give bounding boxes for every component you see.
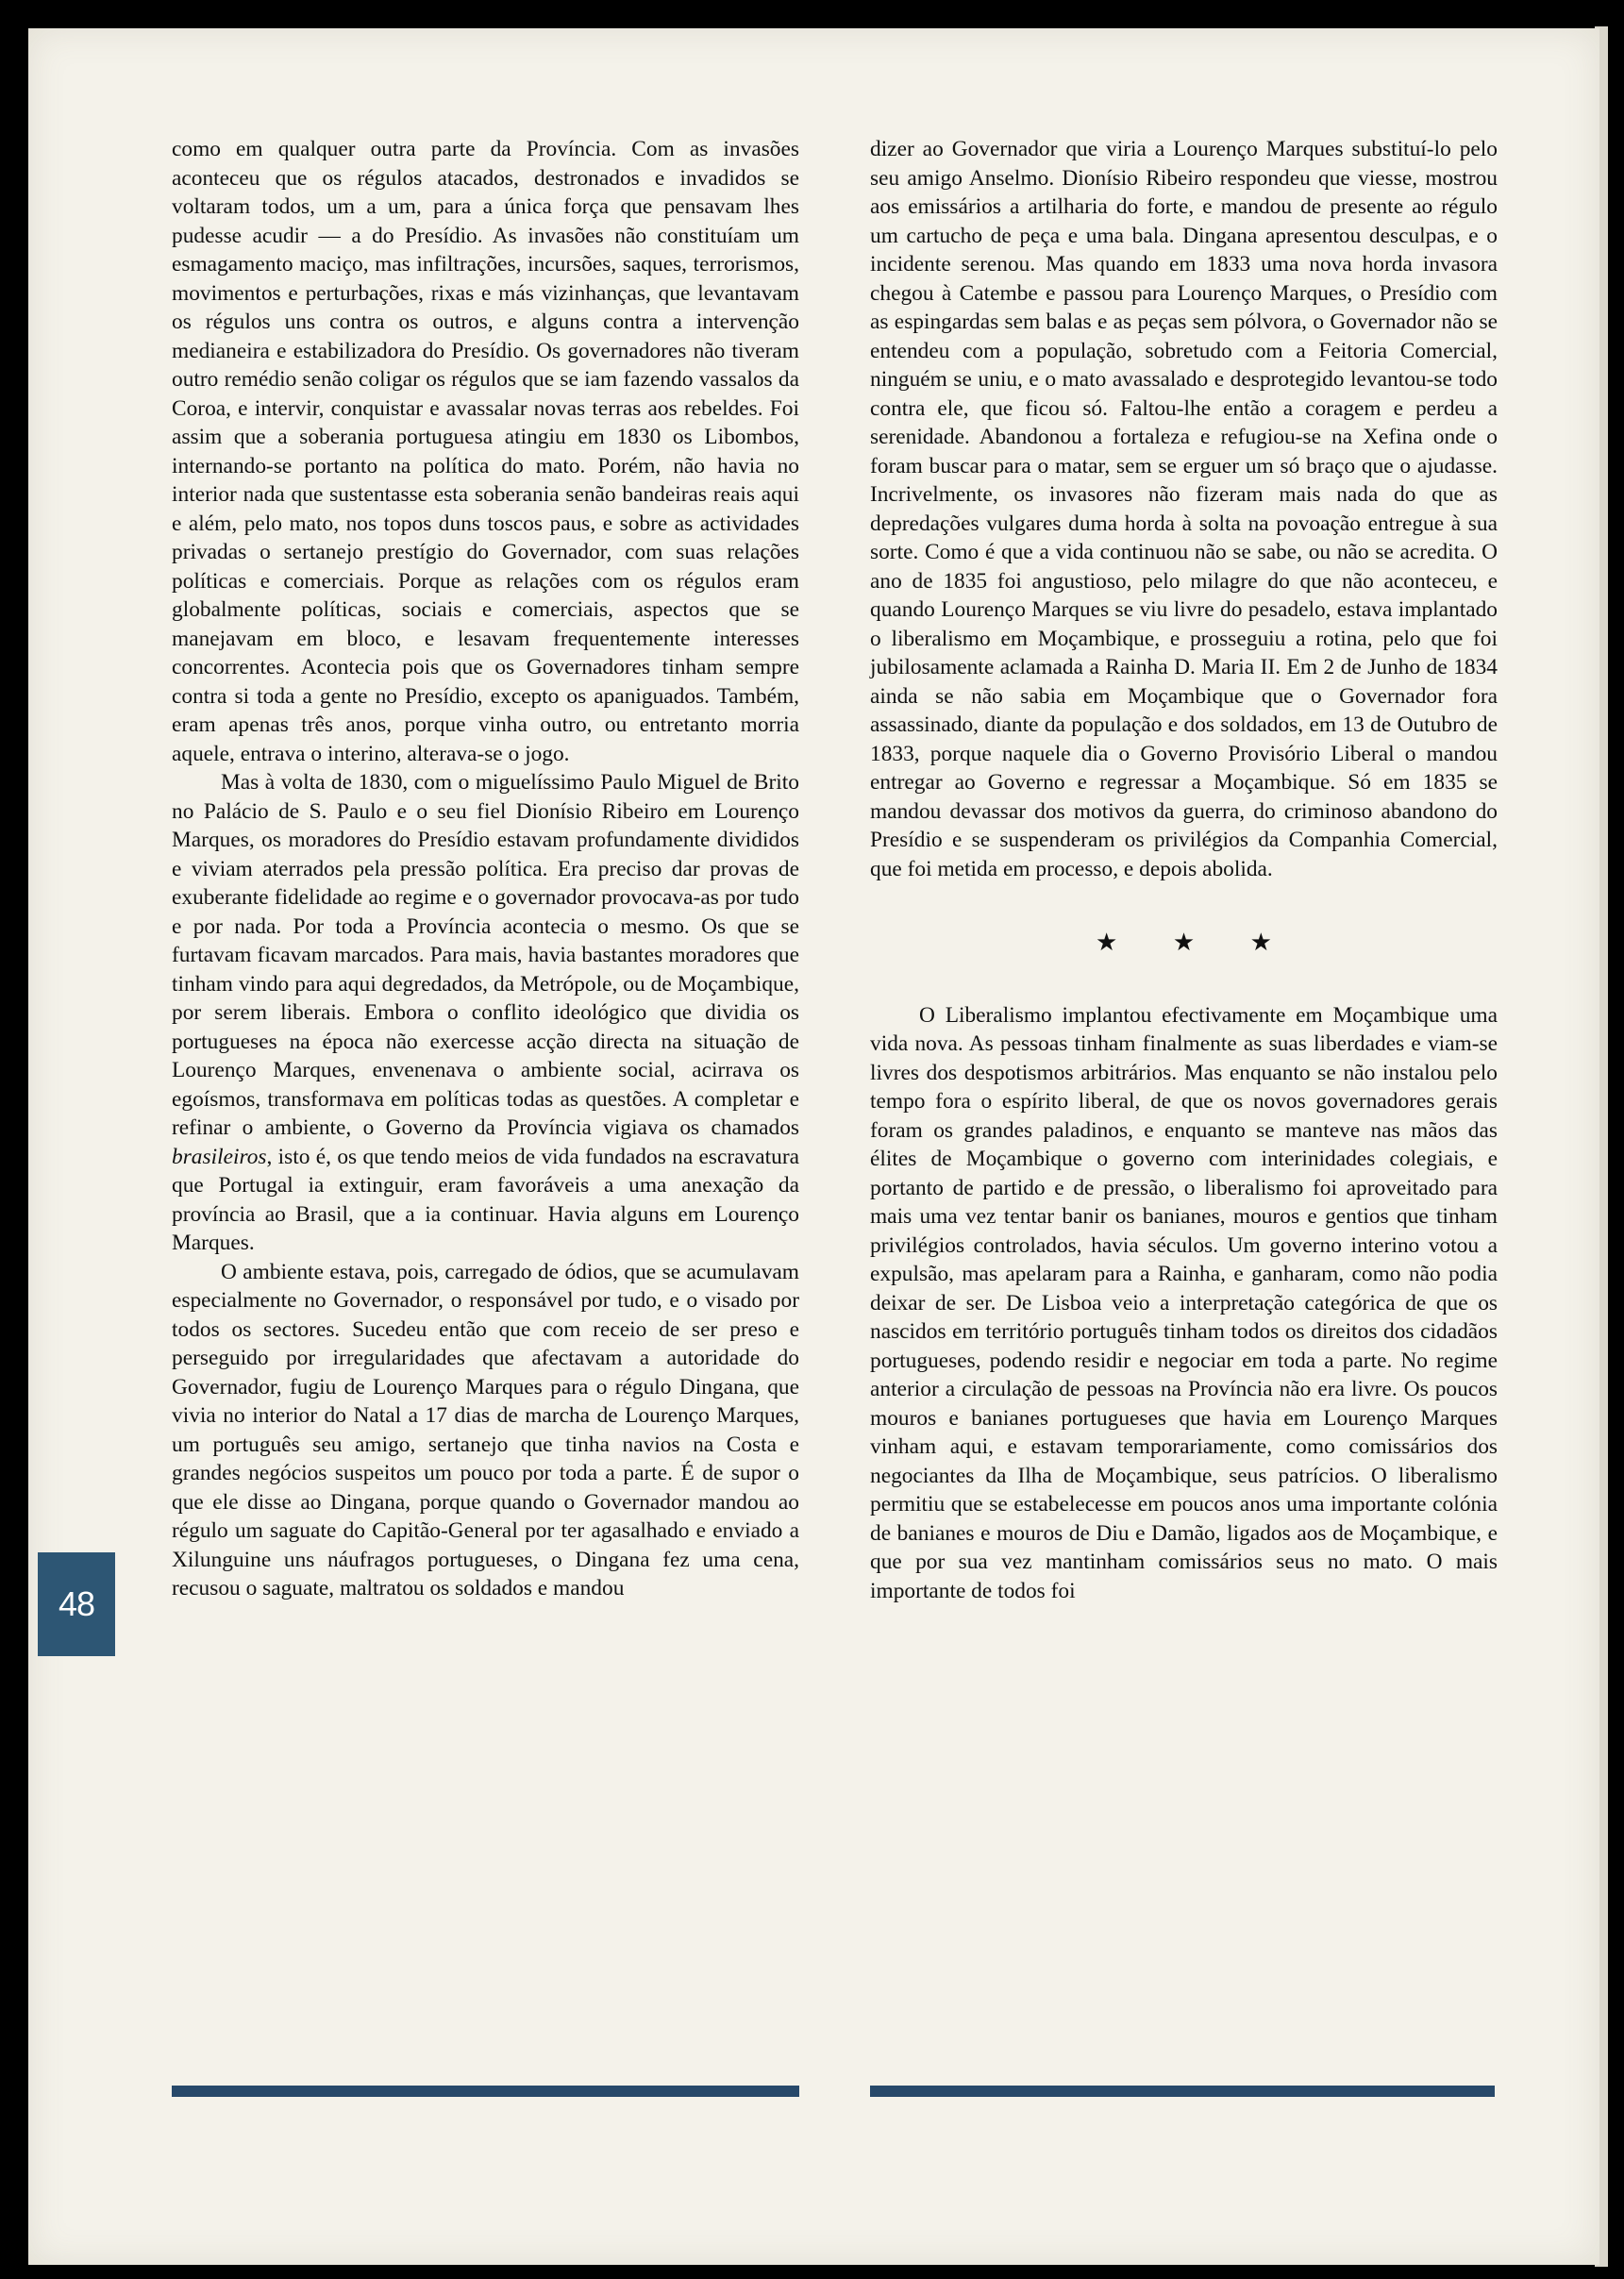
right-paragraph-1: dizer ao Governador que viria a Lourenço Marques substituí-lo pelo seu amigo Anselmo. Dionísio Ribeiro respondeu que viesse, mostrou aos emissários a artilharia do forte, e mandou de presente ao régulo um cartucho de peça e uma bala. Dingana apresentou desculpas, e o incidente serenou. Mas quando em 1833 uma nova horda invasora chegou à Catembe e passou para Lourenço Marques, o Presídio com as espingardas sem balas e as peças sem pólvora, o Governador não se entendeu com a população, sobretudo com a Feitoria Comercial, ninguém se uniu, e o mato avassalado e desprotegido levantou-se todo contra ele, que ficou só. Faltou-lhe então a coragem e perdeu a serenidade. Abandonou a fortaleza e refugiou-se na Xefina onde o foram buscar para o matar, sem se erguer um só braço que o ajudasse. Incrivelmente, os invasores não fizeram mais nada do que as depredações vulgares duma horda à solta na povoação entregue à sua sorte. Como é que a vida continuou não se sabe, ou não se acredita. O ano de 1835 foi angustioso, pelo milagre do que não aconteceu, e quando Lourenço Marques se viu livre do pesadelo, estava implantado o liberalismo em Moçambique, e prosseguiu a rotina, pelo que foi jubilosamente aclamada a Rainha D. Maria II. Em 2 de Junho de 1834 ainda se não sabia em Moçambique que o Governador fora assassinado, diante da população e dos soldados, em 13 de Outubro de 1833, porque naquele dia o Governo Provisório Liberal o mandou entregar ao Governo e regressar a Moçambique. Só em 1835 se mandou devassar dos motivos da guerra, do criminoso abandono do Presídio e se suspenderam os privilégios da Companhia Comercial, que foi metida em processo, e depois abolida. [870, 137, 1498, 881]
right-top-section [870, 135, 1498, 883]
footer-rule-right [870, 2086, 1495, 2097]
right-paragraph-2: O Liberalismo implantou efectivamente em Moçambique uma vida nova. As pessoas tinham finalmente as suas liberdades e viam-se livres dos despotismos arbitrários. Mas enquanto se não instalou pelo tempo fora o espírito liberal, de que os novos governadores gerais foram os grandes paladinos, e enquanto se manteve nas mãos das élites de Moçambique o governo com interinidades colegiais, e portanto de partido e de pressão, o liberalismo foi aproveitado para mais uma vez tentar banir os banianes, mouros e gentios que tinham privilégios controlados, havia séculos. Um governo interino votou a expulsão, mas apelaram para a Rainha, e ganharam, como não podia deixar de ser. De Lisboa veio a interpretação categórica de que os nascidos em território português tinham todos os direitos dos cidadãos portugueses, podendo residir e negociar em toda a parte. No regime anterior a circulação de pessoas na Província não era livre. Os poucos mouros e banianes portugueses que havia em Lourenço Marques vinham aqui, e estavam temporariamente, como comissários dos negociantes da Ilha de Moçambique, seus patrícios. O liberalismo permitiu que se estabelecesse em poucos anos uma importante colónia de banianes e mouros de Diu e Damão, ligados aos de Moçambique, e que por sua vez mantinham comissários seus no mato. O mais importante de todos foi [870, 1002, 1498, 1603]
right-column [870, 135, 1498, 1605]
section-separator-stars: ★ ★ ★ [1096, 929, 1297, 956]
right-bottom-section [870, 1001, 1498, 1606]
page-number-tab [38, 1552, 115, 1656]
left-paragraph-1: como em qualquer outra parte da Província. Com as invasões aconteceu que os régulos atacados, destronados e invadidos se voltaram todos, um a um, para a única força que pensavam lhes pudesse acudir — a do Presídio. As invasões não constituíam um esmagamento maciço, mas infiltrações, incursões, saques, terrorismos, movimentos e perturbações, rixas e más vizinhanças, que levantavam os régulos uns contra os outros, e alguns contra a intervenção medianeira e estabilizadora do Presídio. Os governadores não tiveram outro remédio senão coligar os régulos que se iam fazendo vassalos da Coroa, e intervir, conquistar e avassalar novas terras aos rebeldes. Foi assim que a soberania portuguesa atingiu em 1830 os Libombos, internando-se portanto na política do mato. Porém, não havia no interior nada que sustentasse esta soberania senão bandeiras reais aqui e além, pelo mato, nos topos duns toscos paus, e sobre as actividades privadas o sertanejo prestígio do Governador, com suas relações políticas e comerciais. Porque as relações com os régulos eram globalmente políticas, sociais e comerciais, aspectos que se manejavam em bloco, e lesavam frequentemente interesses concorrentes. Acontecia pois que os Governadores tinham sempre contra si toda a gente no Presídio, excepto os apaniguados. Também, eram apenas três anos, porque vinha outro, ou entretanto morria aquele, entrava o interino, alterava-se o jogo. [172, 137, 799, 766]
footer-rule-left [172, 2086, 799, 2097]
page-number: 48 [58, 1584, 95, 1623]
italic-term: brasileiros [172, 1144, 267, 1169]
left-paragraph-2: Mas à volta de 1830, com o miguelíssimo Paulo Miguel de Brito no Palácio de S. Paulo e o seu fiel Dionísio Ribeiro em Lourenço Marques, os moradores do Presídio estavam profundamente divididos e viviam aterrados pela pressão política. Era preciso dar provas de exuberante fidelidade ao regime e o governador provocava-as por tudo e por nada. Por toda a Província acontecia o mesmo. Os que se furtavam ficavam marcados. Para mais, havia bastantes moradores que tinham vindo para aqui degredados, da Metrópole, ou de Moçambique, por serem liberais. Embora o conflito ideológico que dividia os portugueses na época não exercesse acção directa na situação de Lourenço Marques, envenenava o ambiente social, acirrava os egoísmos, transformava em políticas todas as questões. A completar e refinar o ambiente, o Governo da Província vigiava os chamados brasileiros, isto é, os que tendo meios de vida fundados na escravatura que Portugal ia extinguir, eram favoráveis a uma anexação da província ao Brasil, que a ia continuar. Havia alguns em Lourenço Marques. [172, 770, 799, 1255]
left-paragraph-3: O ambiente estava, pois, carregado de ódios, que se acumulavam especialmente no Governador, o responsável por tudo, e o visado por todos os sectores. Sucedeu então que com receio de ser preso e perseguido por irregularidades que afectavam a autoridade do Governador, fugiu de Lourenço Marques para o régulo Dingana, que vivia no interior do Natal a 17 dias de marcha de Lourenço Marques, um português seu amigo, sertanejo que tinha navios na Costa e grandes negócios suspeitos um pouco por toda a parte. É de supor o que ele disse ao Dingana, porque quando o Governador mandou ao régulo um saguate do Capitão-General por ter agasalhado e enviado a Xilunguine uns náufragos portugueses, o Dingana fez uma cena, recusou o saguate, maltratou os soldados e mandou [172, 1259, 799, 1600]
left-column [172, 135, 799, 1603]
